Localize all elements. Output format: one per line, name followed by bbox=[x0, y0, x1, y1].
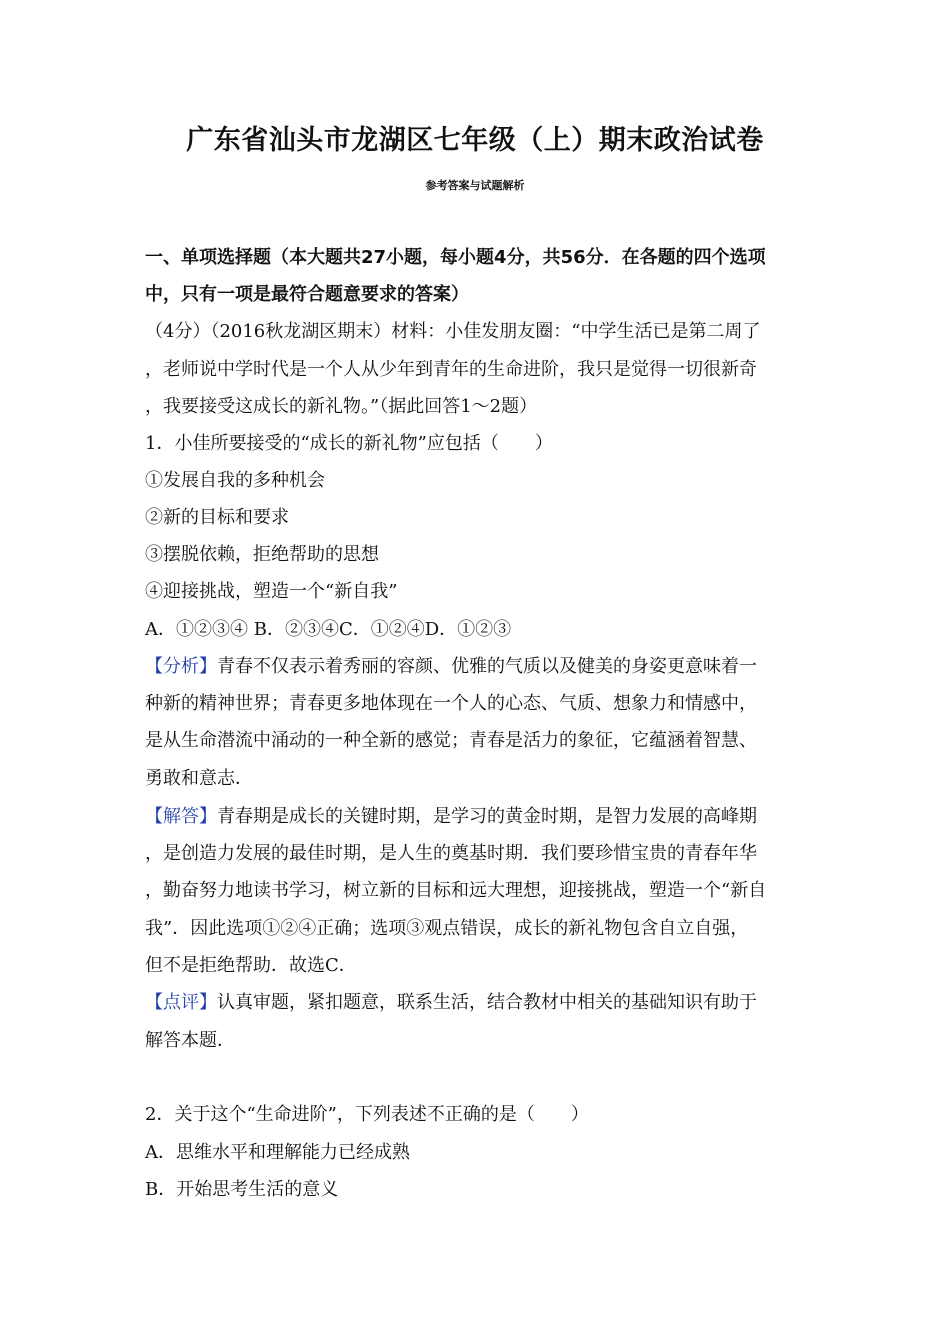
question-1-stem: 1．小佳所要接受的“成长的新礼物”应包括（ ） bbox=[145, 433, 553, 454]
analysis-text-1: 青春不仅表示着秀丽的容颜、优雅的气质以及健美的身姿更意味着一 bbox=[217, 656, 757, 677]
material-line-1: （4分）（2016秋龙湖区期末）材料：小佳发朋友圈：“中学生活已是第二周了 bbox=[145, 321, 761, 342]
answer-line-5: 但不是拒绝帮助．故选C． bbox=[145, 955, 357, 976]
analysis-line-2: 种新的精神世界；青春更多地体现在一个人的心态、气质、想象力和情感中， bbox=[145, 693, 757, 714]
comment-tag: 【点评】 bbox=[145, 992, 217, 1013]
question-2-option-a: A．思维水平和理解能力已经成熟 bbox=[145, 1142, 410, 1163]
question-1-item-2: ②新的目标和要求 bbox=[145, 507, 289, 528]
analysis-line-4: 勇敢和意志． bbox=[145, 768, 253, 789]
comment-line-2: 解答本题． bbox=[145, 1030, 235, 1051]
answer-text-1: 青春期是成长的关键时期，是学习的黄金时期，是智力发展的高峰期 bbox=[217, 806, 757, 827]
comment-text-1: 认真审题，紧扣题意，联系生活，结合教材中相关的基础知识有助于 bbox=[217, 992, 757, 1013]
question-1-item-1: ①发展自我的多种机会 bbox=[145, 470, 325, 491]
section-heading-line-2: 中，只有一项是最符合题意要求的答案） bbox=[145, 284, 469, 305]
answer-line-2: ，是创造力发展的最佳时期，是人生的奠基时期．我们要珍惜宝贵的青春年华 bbox=[145, 843, 757, 864]
page-title: 广东省汕头市龙湖区七年级（上）期末政治试卷 bbox=[186, 125, 764, 156]
section-heading-line-1: 一、单项选择题（本大题共27小题，每小题4分，共56分．在各题的四个选项 bbox=[145, 247, 766, 268]
analysis-line-1 bbox=[145, 655, 757, 679]
question-1-item-3: ③摆脱依赖，拒绝帮助的思想 bbox=[145, 544, 379, 565]
material-line-3: ，我要接受这成长的新礼物。”（据此回答1～2题） bbox=[145, 396, 538, 417]
material-line-2: ，老师说中学时代是一个人从少年到青年的生命进阶，我只是觉得一切很新奇 bbox=[145, 359, 757, 380]
analysis-line-3: 是从生命潜流中涌动的一种全新的感觉；青春是活力的象征，它蕴涵着智慧、 bbox=[145, 730, 757, 751]
answer-line-1 bbox=[145, 805, 757, 829]
page-subtitle: 参考答案与试题解析 bbox=[425, 179, 525, 192]
answer-line-4: 我”．因此选项①②④正确；选项③观点错误，成长的新礼物包含自立自强， bbox=[145, 918, 749, 939]
question-2-stem: 2．关于这个“生命进阶”，下列表述不正确的是（ ） bbox=[145, 1104, 589, 1125]
question-1-options: A．①②③④ B．②③④C．①②④D．①②③ bbox=[145, 619, 512, 640]
answer-line-3: ，勤奋努力地读书学习，树立新的目标和远大理想，迎接挑战，塑造一个“新自 bbox=[145, 880, 767, 901]
analysis-tag: 【分析】 bbox=[145, 656, 217, 677]
comment-line-1 bbox=[145, 991, 757, 1015]
answer-tag: 【解答】 bbox=[145, 806, 217, 827]
question-2-option-b: B．开始思考生活的意义 bbox=[145, 1179, 339, 1200]
question-1-item-4: ④迎接挑战，塑造一个“新自我” bbox=[145, 581, 398, 602]
